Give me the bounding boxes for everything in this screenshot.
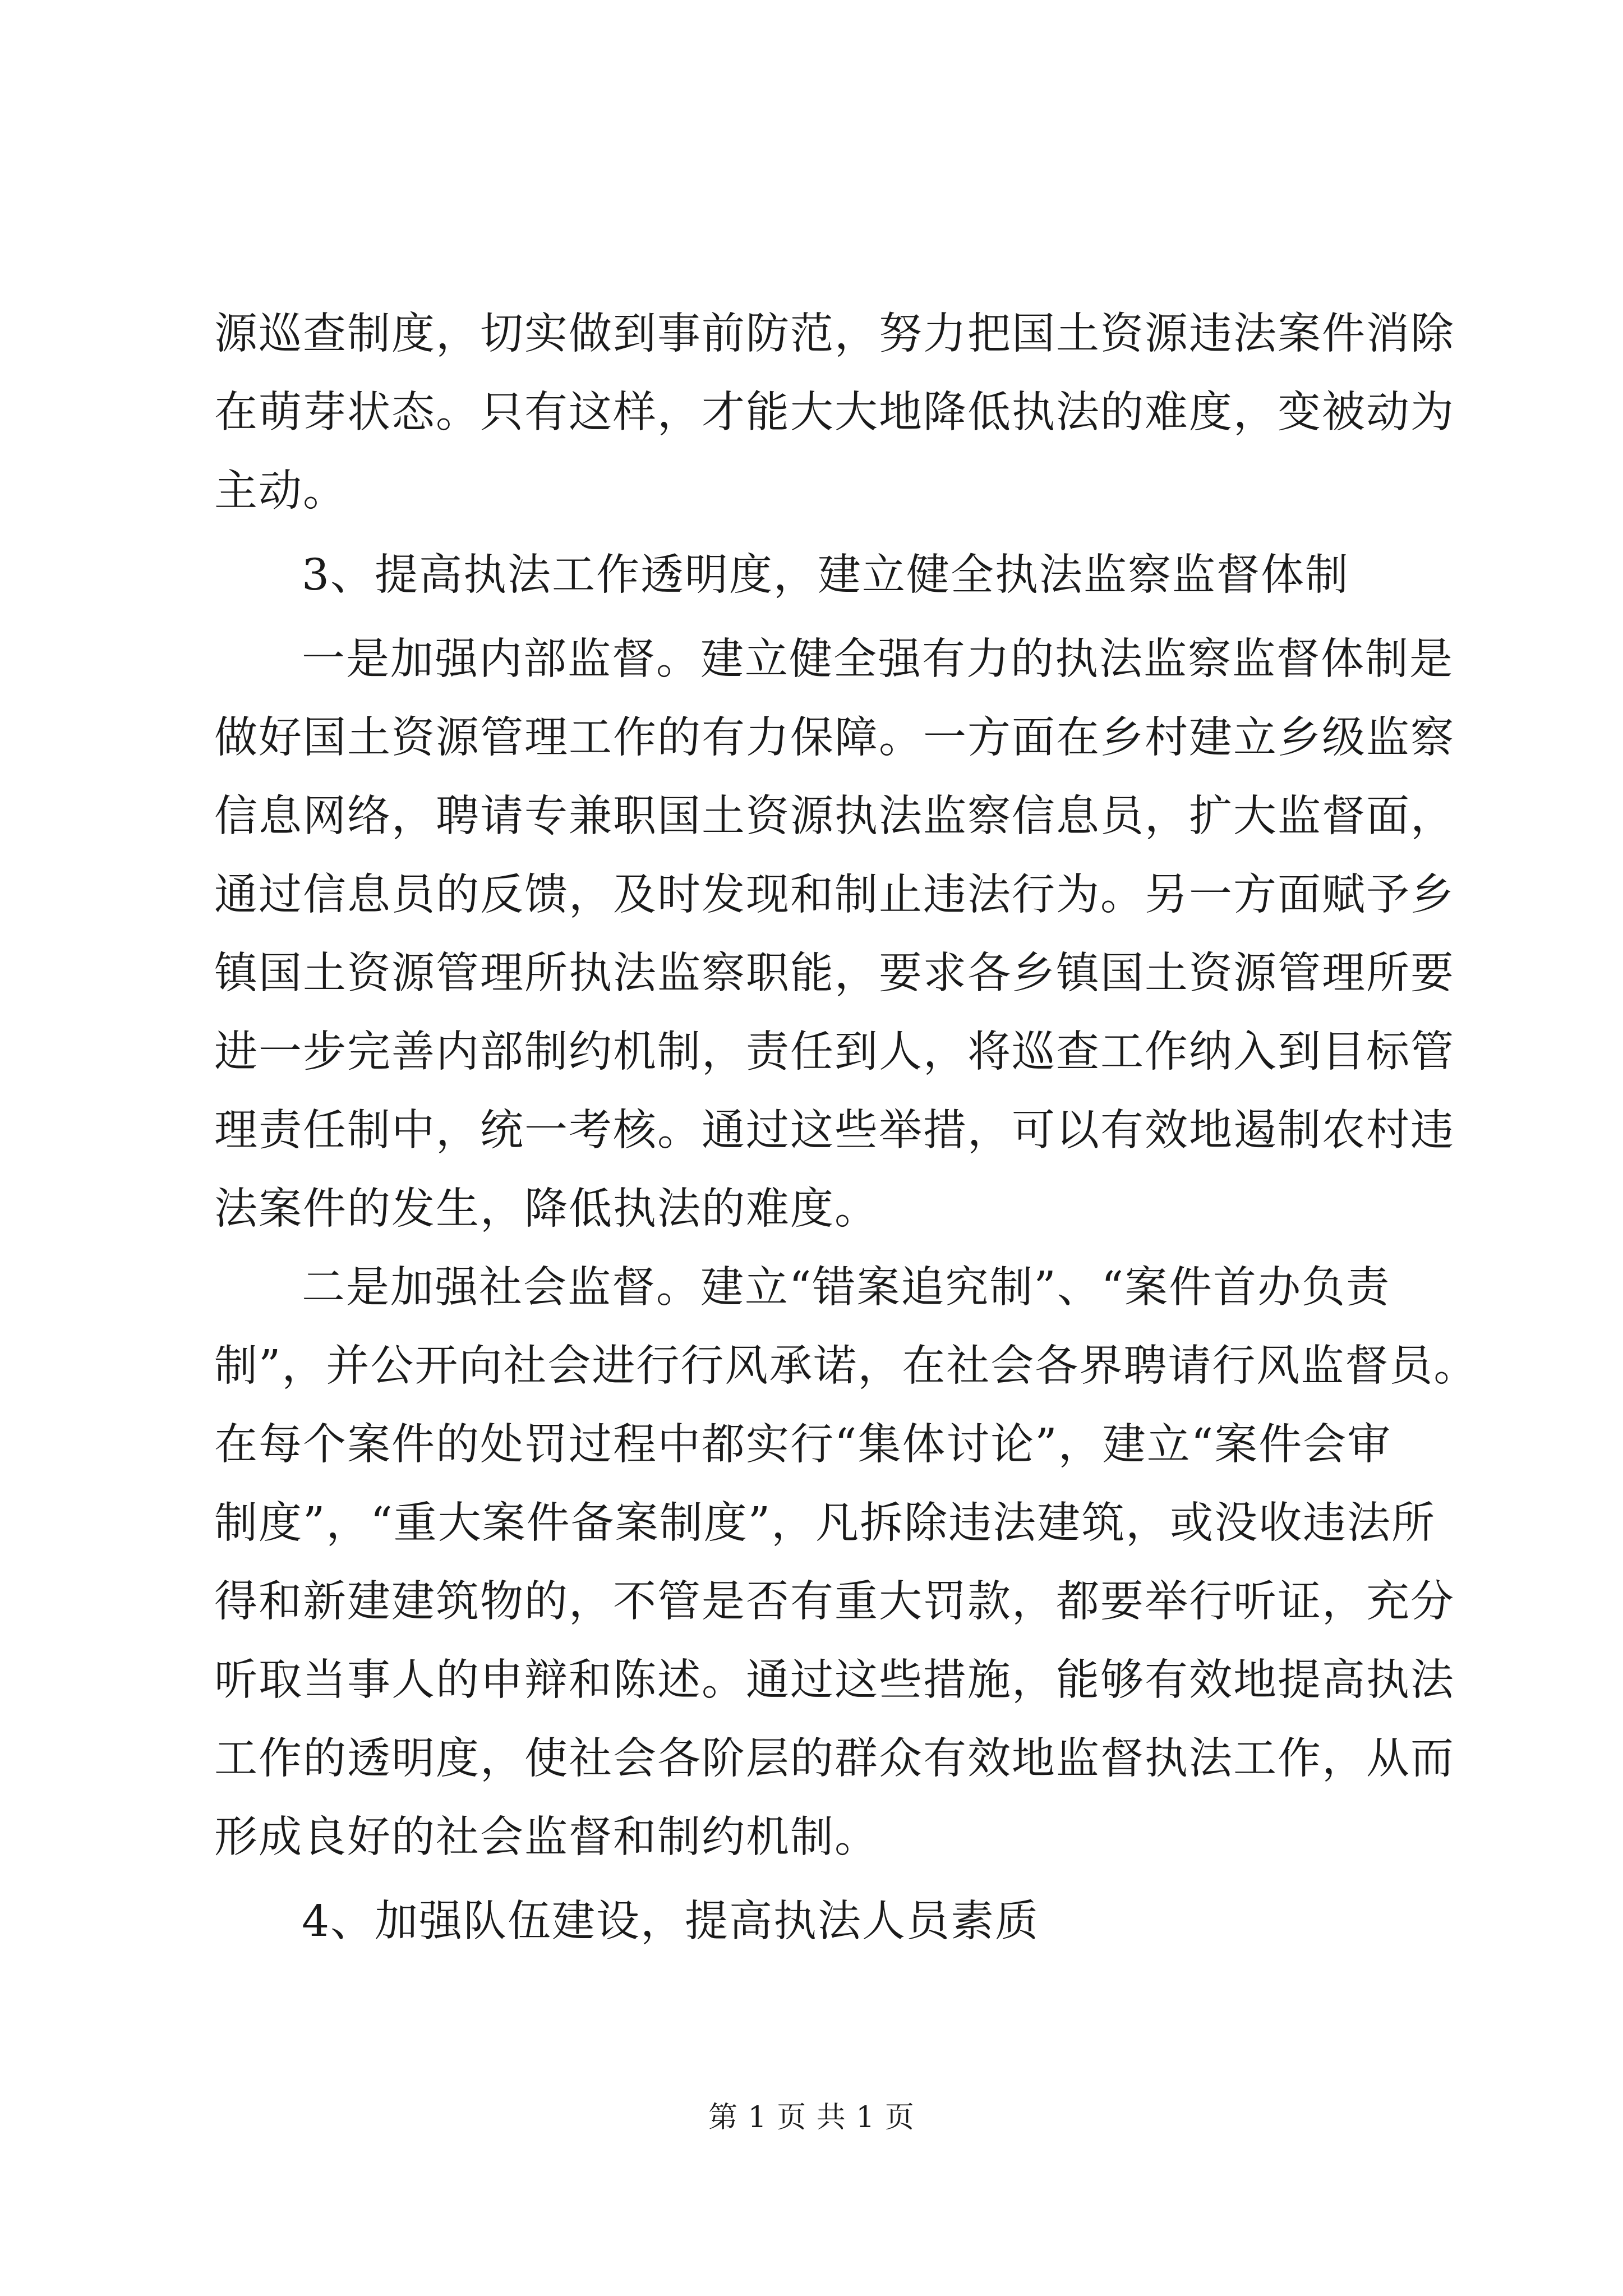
text-line: 源巡查制度，切实做到事前防范，努力把国土资源违法案件消除	[214, 309, 1455, 359]
text-line: 法案件的发生，降低执法的难度。	[214, 1184, 879, 1234]
text-line: 做好国土资源管理工作的有力保障。一方面在乡村建立乡级监察	[214, 713, 1455, 763]
text-line: 形成良好的社会监督和制约机制。	[214, 1812, 879, 1862]
paragraph-start-line: 一是加强内部监督。建立健全强有力的执法监察监督体制是	[302, 634, 1454, 684]
section-heading: 4、加强队伍建设，提高执法人员素质	[302, 1897, 1039, 1947]
page-footer: 第 1 页 共 1 页	[708, 2101, 915, 2134]
paragraph-start-line: 二是加强社会监督。建立“错案追究制”、“案件首办负责	[302, 1263, 1391, 1313]
text-line: 得和新建建筑物的，不管是否有重大罚款，都要举行听证，充分	[214, 1577, 1455, 1627]
text-line: 通过信息员的反馈，及时发现和制止违法行为。另一方面赋予乡	[214, 870, 1455, 920]
text-line: 听取当事人的申辩和陈述。通过这些措施，能够有效地提高执法	[214, 1655, 1455, 1705]
section-heading: 3、提高执法工作透明度，建立健全执法监察监督体制	[302, 550, 1349, 600]
text-line: 制”，并公开向社会进行行风承诺，在社会各界聘请行风监督员。	[214, 1341, 1478, 1391]
text-line: 理责任制中，统一考核。通过这些举措，可以有效地遏制农村违	[214, 1106, 1455, 1156]
text-line: 在萌芽状态。只有这样，才能大大地降低执法的难度，变被动为	[214, 388, 1455, 438]
text-line: 镇国土资源管理所执法监察职能，要求各乡镇国土资源管理所要	[214, 949, 1455, 999]
text-line: 在每个案件的处罚过程中都实行“集体讨论”，建立“案件会审	[214, 1420, 1392, 1470]
text-line: 信息网络，聘请专兼职国土资源执法监察信息员，扩大监督面，	[214, 792, 1455, 841]
text-line: 进一步完善内部制约机制，责任到人，将巡查工作纳入到目标管	[214, 1027, 1455, 1077]
text-line: 制度”，“重大案件备案制度”，凡拆除违法建筑，或没收违法所	[214, 1498, 1436, 1548]
text-line: 主动。	[214, 466, 347, 516]
document-body	[214, 295, 1478, 1967]
text-line: 工作的透明度，使社会各阶层的群众有效地监督执法工作，从而	[214, 1734, 1455, 1784]
